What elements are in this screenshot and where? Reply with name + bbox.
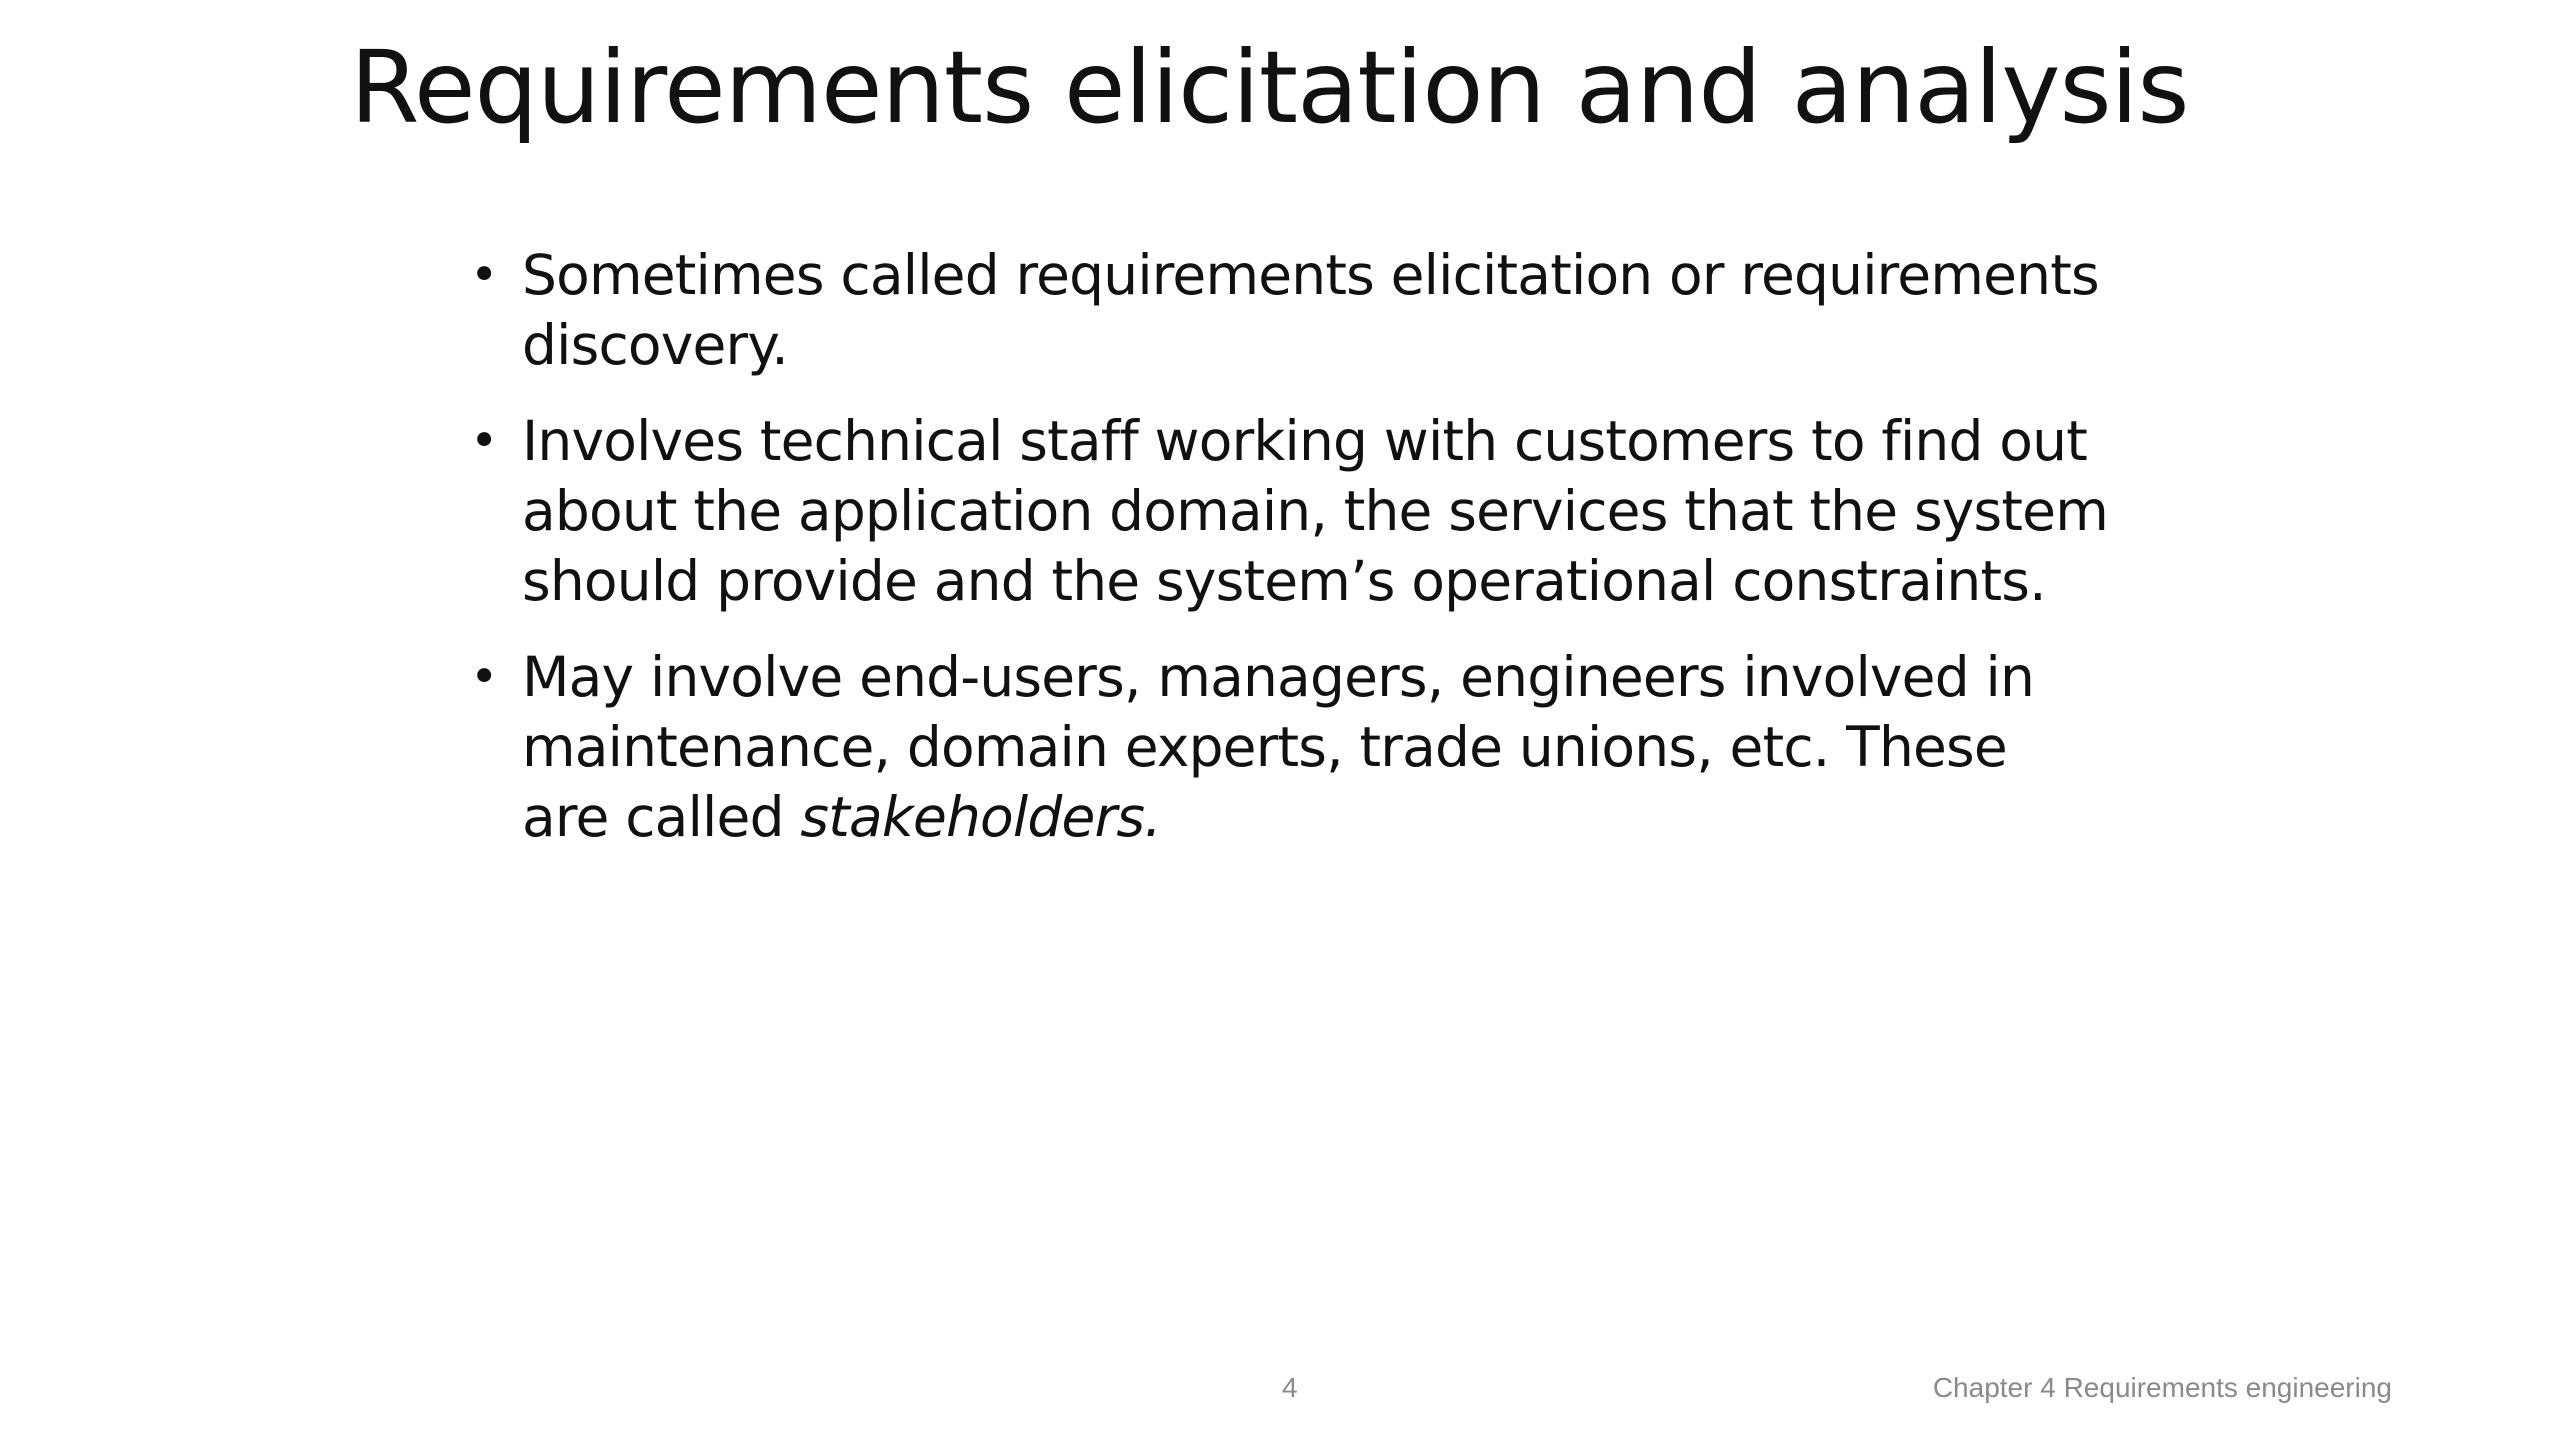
slide-title: Requirements elicitation and analysis xyxy=(350,29,2189,146)
page-number: 4 xyxy=(1282,1372,1298,1403)
bullet-point-icon: • xyxy=(470,649,498,705)
bullet-emphasis: stakeholders. xyxy=(800,785,1161,849)
bullet-item xyxy=(470,240,2110,380)
bullet-item xyxy=(470,406,2110,616)
bullet-text: Sometimes called requirements elicitation or requirements discovery. xyxy=(522,243,2099,377)
bullet-list xyxy=(470,240,2110,878)
bullet-point-icon: • xyxy=(470,247,498,303)
footer-text: Chapter 4 Requirements engineering xyxy=(1932,1372,2392,1403)
bullet-text: May involve end-users, managers, engineers involved in maintenance, domain experts, trade unions, etc. These are called xyxy=(522,645,2035,849)
bullet-item xyxy=(470,642,2110,852)
bullet-point-icon: • xyxy=(470,413,498,469)
bullet-text: Involves technical staff working with customers to find out about the application domain, the services that the system should provide and the system’s operational constraints. xyxy=(522,409,2108,613)
